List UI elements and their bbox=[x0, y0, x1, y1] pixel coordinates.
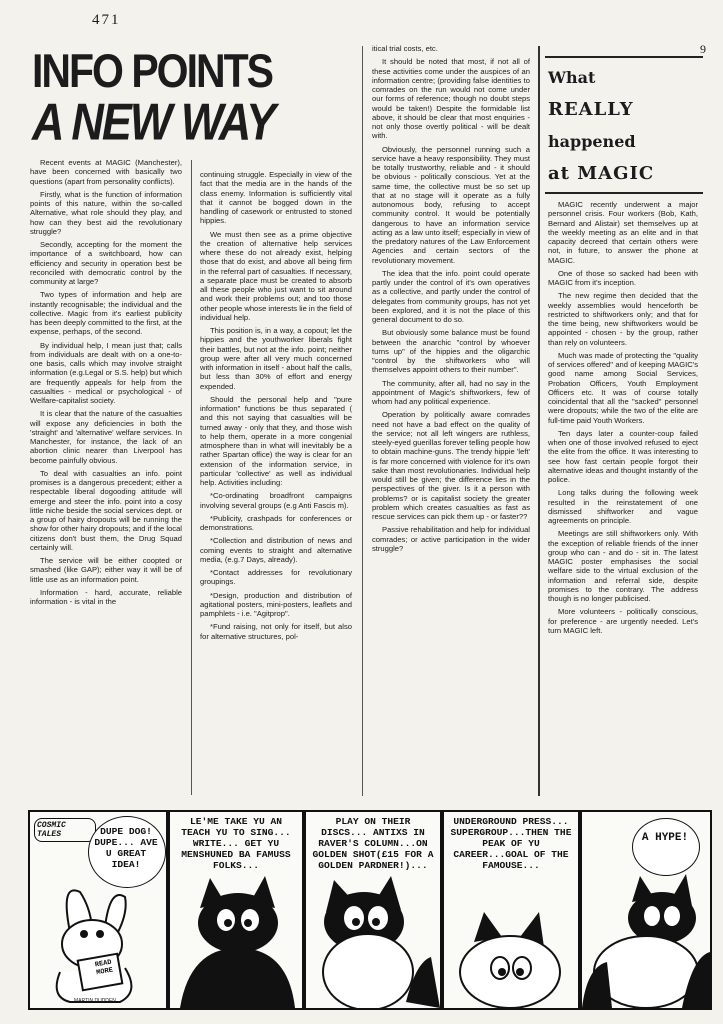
book-label: READ MORE bbox=[94, 958, 114, 978]
paragraph: Obviously, the personnel running such a service have a heavy responsibility. They must be totally trustworthy, reliable and - it should be obvious - politically conscious. Yet at the same time, the collective must be so set up that at no stage will it operate as a fully autonomous body, refusing to accept community control. It would be potentially dangerous to have an information service acting as a law unto itself; especially in view of the predatory natures of the Law Enforcement Agencies and certain sectors of the revolutionary movement. bbox=[372, 144, 530, 265]
cat-character-icon bbox=[170, 868, 302, 1008]
comic-panel-4 bbox=[442, 810, 580, 1010]
paragraph: continuing struggle. Especially in view of the fact that the media are in the hands of the class enemy. Information is sufficiently vital that it cannot be bogged down in the handling of casework or entrusted to stoned hippies. bbox=[200, 170, 352, 226]
paragraph: Meetings are still shiftworkers only. With the exception of reliable friends of the inner group who can - and do - sit in. The latest MAGIC poster emphasises the social welfare side to the virtual exclusion of the information and referral side, despite promises to the contrary. The address though is no longer publicised. bbox=[548, 529, 698, 603]
paragraph: *Co-ordinating broadfront campaigns involving several groups (e.g Anti Fascis m). bbox=[200, 491, 352, 510]
paragraph: Recent events at MAGIC (Manchester), have been concerned with basically two questions (apart from personality conflicts). bbox=[30, 158, 182, 186]
panel3-text: PLAY ON THEIR DISCS... ANTIXS IN RAVER'S COLUMN...ON GOLDEN SHOT(£15 FOR A GOLDEN PARDNER!)... bbox=[312, 816, 434, 871]
panel5-text: A HYPE! bbox=[641, 832, 689, 844]
sidebar-title-line4: at MAGIC bbox=[548, 163, 655, 184]
sidebar-title-line3: happened bbox=[548, 132, 636, 151]
comic-panel-1 bbox=[28, 810, 168, 1010]
sidebar-title bbox=[548, 62, 698, 190]
paragraph: Long talks during the following week resulted in the reinstatement of one dismissed shiftworker and vague agreements on principle. bbox=[548, 488, 698, 525]
cat-character-icon bbox=[444, 892, 578, 1008]
comic-title: COSMIC TALES bbox=[34, 818, 96, 842]
paragraph: By individual help, I mean just that; calls from individuals are dealt with on a one-to-one basis, calls which may involve straight information (e.g.Legal or S.S. help) but which are frequently appeals for help from the casualties - medical or psychological - of Welfare-capitalist society. bbox=[30, 340, 182, 405]
paragraph: *Design, production and distribution of agitational posters, mini-posters, leaflets and pamphlets - i.e. "Agitprop". bbox=[200, 590, 352, 618]
paragraph: Firstly, what is the function of information points of this nature, within the so-called Alternative, what role should they play, and how can they best aid the revolutionary struggle? bbox=[30, 189, 182, 236]
dog-character-icon bbox=[30, 872, 166, 1008]
paragraph: We must then see as a prime objective the creation of alternative help services where these do not already exist, helping those that do exist, and above all being firm in the referral part of casualties. If necessary, a separate place must be created to absorb all these people who just want to sit around and work their problems out; and too those other people whose interests lie in the field of individual help. bbox=[200, 229, 352, 322]
paragraph: But obviously some balance must be found between the anarchic "control by whoever turns up" of the hippies and the oligarchic "control by the shiftworkers who will themselves appoint others to their number". bbox=[372, 328, 530, 375]
paragraph: Much was made of protecting the "quality of services offered" and of keeping MAGIC's good name among Social Services, Probation Officers, Youth Employment Officers etc. It was of course totally coincidental that all the "sacked" personnel were dropouts; while the two of the elite are full-time paid Youth Workers. bbox=[548, 350, 698, 425]
paragraph: *Contact addresses for revolutionary groupings. bbox=[200, 568, 352, 587]
paragraph: One of those so sacked had been with MAGIC from it's inception. bbox=[548, 268, 698, 287]
sidebar-rule-top bbox=[545, 56, 703, 58]
comic-panel-3 bbox=[304, 810, 442, 1010]
cat-character-icon bbox=[306, 872, 440, 1008]
paragraph: It should be noted that most, if not all of these activities come under the auspices of an information centre; (providing false identities to comrades on the run would not come under our forms of reference; though no doubt steps would be taken!) Despite the formidable list above, it should be clear that most enquiries - not only those overtly political - will be dealt with. bbox=[372, 57, 530, 141]
paragraph: *Publicity, crashpads for conferences or demonstrations. bbox=[200, 513, 352, 532]
paragraph: The idea that the info. point could operate partly under the control of it's own operatives as a collective, and partly under the control of delegates from community groups, has not yet been explored, and it is not the place of this general document to do so. bbox=[372, 268, 530, 324]
sidebar-title-line1: What bbox=[548, 68, 596, 87]
panel4-text: UNDERGROUND PRESS... SUPERGROUP...THEN THE PEAK OF YU CAREER...GOAL OF THE FAMOUSE... bbox=[450, 816, 572, 871]
paragraph: Operation by politically aware comrades need not have a bad effect on the quality of the service; not all left wingers are ruthless, steely-eyed guerillas forever telling people how to obtain machine-guns. The trendy hippie 'left' is far more concerned with violence for it's own sake than most revolutionaries. Individual help would still be given; the difference lies in the perspectives of the giver. Is it a person with problems? or is capitalist society the greater problem which creates casualties as fast as rescue services can pick them up - or faster?? bbox=[372, 410, 530, 521]
page-number-right: 9 bbox=[700, 42, 708, 56]
comic-panel-2 bbox=[168, 810, 304, 1010]
paragraph: Should the personal help and "pure information" functions be thus separated ( and this not saying that casualties will be turned away - only that they, and those wish to help them, operate in a more congenial atmosphere than in what will inevitably be a rather Spartan office) the way is clear for an extension of the information service, in particular 'collective' as well as individual help. Activities including: bbox=[200, 394, 352, 487]
article-column-1 bbox=[30, 158, 182, 798]
paragraph: MAGIC recently underwent a major personnel crisis. Four workers (Bob, Kath, Bernard and Alistair) set themselves up at the weekly meeting as an elite and in that capacity decreed that certain others were not, in future, to answer the phone at MAGIC. bbox=[548, 200, 698, 265]
sidebar-rule-bottom bbox=[545, 192, 703, 194]
comic-panel-5 bbox=[580, 810, 712, 1010]
paragraph: The service will be either coopted or smashed (like GAP); either way it will be of little use as an information point. bbox=[30, 556, 182, 584]
panel2-text: LE'ME TAKE YU AN TEACH YU TO SING... WRITE... GET YU MENSHUNED BA FAMUSS FOLKS... bbox=[181, 816, 291, 871]
paragraph: More volunteers - politically conscious, for preference - are urgently needed. Let's turn MAGIC left. bbox=[548, 607, 698, 635]
paragraph: Ten days later a counter-coup failed when one of those involved refused to eject the elite from the office. It was interesting to see how fast certain people forgot their alternative ideas and thought instantly of the police. bbox=[548, 428, 698, 484]
paragraph: itical trial costs, etc. bbox=[372, 44, 438, 53]
paragraph: Information - hard, accurate, reliable information - is vital in the bbox=[30, 587, 182, 606]
paragraph: The new regime then decided that the weekly assemblies would henceforth be restricted to shiftworkers only; and that for the time being, new shiftworkers would be appointed - chosen - by the group, rather than rely on volunteers. bbox=[548, 291, 698, 347]
column-divider bbox=[538, 46, 540, 796]
paragraph: *Collection and distribution of news and coming events to straight and alternative media, (e.g.7 Days, already). bbox=[200, 536, 352, 564]
headline-line2: A NEW WAY bbox=[32, 92, 274, 152]
article-column-2 bbox=[200, 170, 352, 798]
page-number-left: 471 bbox=[92, 12, 121, 28]
headline-line1: INFO POINTS bbox=[32, 44, 272, 98]
paragraph: Two types of information and help are instantly recognisable; the individual and the collective. Magic from it's earliest publicity has been deeply committed to the first, at the expense, perhaps, of the second. bbox=[30, 290, 182, 337]
speech-bubble bbox=[632, 818, 700, 876]
paragraph: To deal with casualties an info. point promises is a dangerous precedent; either a respectable liberal dogooding attitude will emerge and steer the info. point into a cosy little niche beside the social services dept. or a group of hairy dropouts will be running the show for other hairy dropouts; and if the local citizens don't bust them, the Drug Squad certainly will. bbox=[30, 468, 182, 552]
article-column-3 bbox=[372, 44, 530, 796]
paragraph: *Fund raising, not only for itself, but also for alternative structures, pol- bbox=[200, 622, 352, 641]
paragraph: It is clear that the nature of the casualties will expose any deficiencies in both the 'straight' and 'alternative' welfare services. In Manchester, for instance, the lack of an abortion clinic nearer than Liverpool has become painfully obvious. bbox=[30, 409, 182, 465]
sidebar-article bbox=[548, 200, 698, 798]
panel1-text: DUPE DOG! DUPE... AVE U GREAT IDEA! bbox=[94, 826, 158, 870]
paragraph: The community, after all, had no say in the appointment of Magic's shiftworkers, few of whom had any political experience. bbox=[372, 378, 530, 406]
comic-strip bbox=[28, 810, 710, 1008]
paragraph: This position is, in a way, a copout; let the hippies and the youthworker liberals fight their battles, but not at the info. point; neither group were after all very much concerned with information in itself - about half the calls, but less than 30% of effort and energy expended. bbox=[200, 326, 352, 391]
column-divider bbox=[362, 46, 363, 796]
artist-credit: MARTIN DUDDEN bbox=[74, 998, 116, 1004]
paragraph: Passive rehabilitation and help for individual comrades; or active participation in the wider struggle? bbox=[372, 525, 530, 553]
sidebar-title-line2: REALLY bbox=[548, 99, 634, 120]
column-divider bbox=[191, 160, 192, 795]
cat-character-icon bbox=[582, 872, 710, 1008]
paragraph: Secondly, accepting for the moment the importance of a switchboard, how can efficiency and security in operation best be reconciled with democratic control by the community at large? bbox=[30, 240, 182, 286]
